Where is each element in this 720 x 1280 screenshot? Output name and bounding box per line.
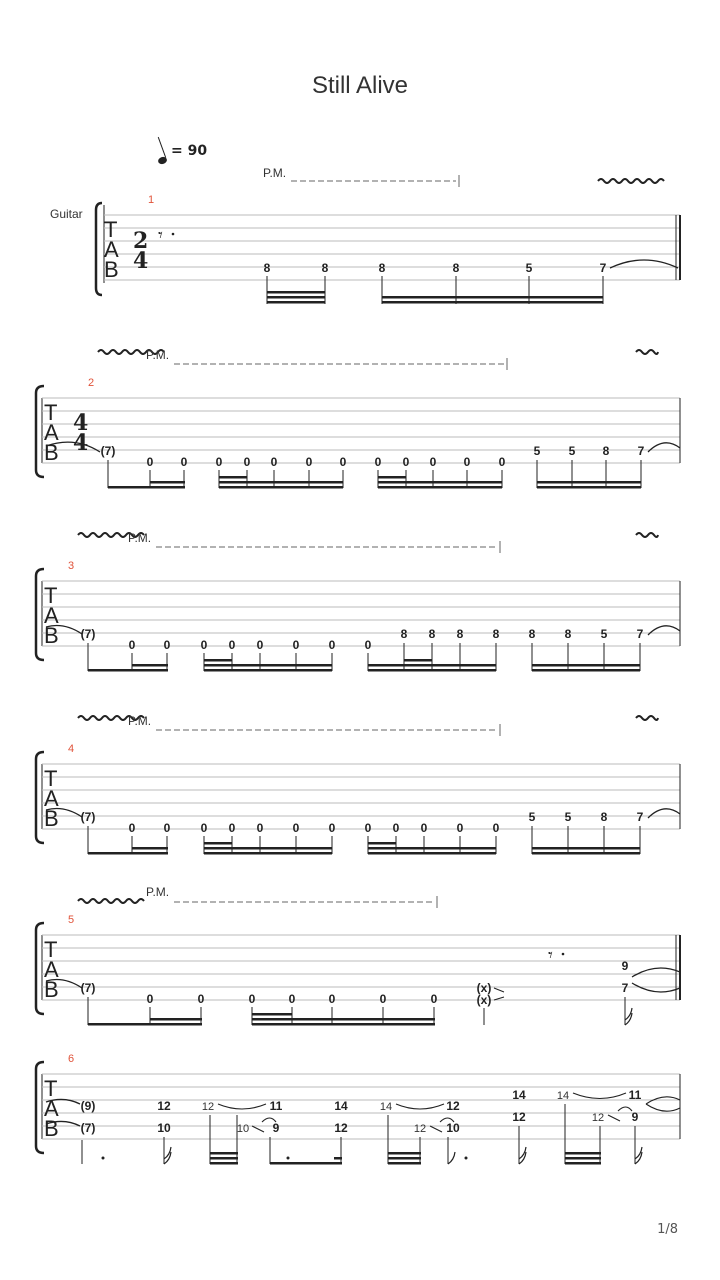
fret-number: 0 — [270, 455, 278, 469]
fret-number: 0 — [128, 638, 136, 652]
staff-lines — [104, 215, 680, 280]
fret-number: 0 — [328, 638, 336, 652]
fret-number: 0 — [163, 638, 171, 652]
beams — [88, 659, 640, 672]
fret-number: 7 — [636, 627, 644, 641]
fret-number: 8 — [321, 261, 329, 275]
tab-letter-t: T — [44, 1076, 58, 1101]
fret-number: 0 — [146, 992, 154, 1006]
fret-number: 0 — [429, 455, 437, 469]
fret-number: 11 — [628, 1088, 642, 1102]
fret-number: 0 — [456, 821, 464, 835]
fret-number: 12 — [446, 1099, 460, 1113]
fret-number: 8 — [456, 627, 464, 641]
tab-letter-t: T — [44, 583, 58, 608]
fret-number: 10 — [157, 1121, 171, 1135]
time-sig-bottom: 4 — [133, 248, 149, 274]
fret-number: 7 — [621, 981, 629, 995]
fret-number: 14 — [556, 1090, 570, 1102]
tie — [648, 443, 680, 452]
fret-number: 8 — [600, 810, 608, 824]
tab-letter-b: B — [44, 1116, 59, 1141]
fret-number: 0 — [379, 992, 387, 1006]
fret-number: 8 — [564, 627, 572, 641]
tab-letter-b: B — [44, 623, 59, 648]
tie — [648, 809, 680, 818]
fret-number: 0 — [392, 821, 400, 835]
beams — [88, 842, 640, 855]
fret-number: 9 — [621, 959, 629, 973]
fret-number: (7) — [80, 627, 96, 641]
fret-number: 5 — [533, 444, 541, 458]
system-3 — [36, 531, 680, 672]
tab-letter-t: T — [104, 217, 118, 242]
fret-number: 12 — [591, 1112, 605, 1124]
fret-number: 0 — [305, 455, 313, 469]
palm-mute-label: P.M. — [263, 166, 287, 180]
fret-number: 8 — [400, 627, 408, 641]
fret-number: 0 — [420, 821, 428, 835]
fret-number: 5 — [528, 810, 536, 824]
staff-lines — [42, 398, 680, 463]
fret-number: 8 — [378, 261, 386, 275]
fret-number: 0 — [228, 638, 236, 652]
fret-number: 0 — [364, 821, 372, 835]
staff-lines — [42, 935, 680, 1000]
tab-letter-b: B — [44, 440, 59, 465]
fret-number: (x) — [476, 993, 492, 1007]
time-sig-bottom: 4 — [73, 430, 89, 456]
stems — [88, 997, 625, 1025]
fret-number: 7 — [636, 810, 644, 824]
fret-number: 0 — [228, 821, 236, 835]
fret-number: 5 — [564, 810, 572, 824]
fret-number: 0 — [463, 455, 471, 469]
fret-number: 10 — [236, 1123, 250, 1135]
palm-mute-label: P.M. — [146, 885, 170, 899]
fret-number: 8 — [452, 261, 460, 275]
staff-lines — [42, 1074, 680, 1139]
tab-letter-a: A — [44, 1096, 59, 1121]
measure-number: 5 — [68, 914, 75, 926]
beams — [267, 291, 603, 304]
fret-number: (7) — [80, 810, 96, 824]
fret-number: 0 — [328, 821, 336, 835]
tab-letter-t: T — [44, 937, 58, 962]
measure-number: 2 — [88, 377, 95, 389]
fret-number: 7 — [599, 261, 607, 275]
staff-bracket — [96, 203, 102, 295]
measure-number: 4 — [68, 743, 75, 755]
fret-number: 8 — [428, 627, 436, 641]
fret-group — [101, 444, 645, 469]
fret-number: 10 — [446, 1121, 460, 1135]
system-4 — [36, 714, 680, 855]
fret-number: 0 — [374, 455, 382, 469]
vibrato-icon — [598, 179, 664, 183]
fret-number: 0 — [163, 821, 171, 835]
instrument-label: Guitar — [50, 207, 83, 221]
fret-number: 0 — [292, 821, 300, 835]
measure-number: 3 — [68, 560, 75, 572]
vibrato-icon — [636, 716, 658, 720]
fret-number: 0 — [180, 455, 188, 469]
tie — [648, 626, 680, 635]
system-1 — [96, 166, 680, 304]
fret-number: 0 — [243, 455, 251, 469]
fret-number: 5 — [568, 444, 576, 458]
fret-number: 12 — [334, 1121, 348, 1135]
fret-group — [81, 1088, 642, 1135]
fret-number: (7) — [80, 1121, 96, 1135]
fret-number: 0 — [248, 992, 256, 1006]
vibrato-icon — [636, 533, 658, 537]
fret-number: 0 — [402, 455, 410, 469]
fret-number: 12 — [413, 1123, 427, 1135]
fret-number: 8 — [528, 627, 536, 641]
fret-number: 11 — [269, 1099, 283, 1113]
palm-mute-label: P.M. — [128, 714, 152, 728]
tie — [632, 968, 680, 992]
fret-number: 5 — [600, 627, 608, 641]
fret-group — [81, 810, 644, 835]
fret-number: 12 — [157, 1099, 171, 1113]
fret-number: 0 — [256, 821, 264, 835]
palm-mute-label: P.M. — [146, 348, 170, 362]
palm-mute-label: P.M. — [128, 531, 152, 545]
fret-number: 0 — [430, 992, 438, 1006]
fret-number: 0 — [215, 455, 223, 469]
fret-number: 7 — [637, 444, 645, 458]
tab-letter-b: B — [44, 806, 59, 831]
tab-letter-t: T — [44, 766, 58, 791]
tab-letter-b: B — [104, 257, 119, 282]
fret-number: 0 — [256, 638, 264, 652]
tab-letter-t: T — [44, 400, 58, 425]
fret-number: 0 — [292, 638, 300, 652]
fret-number: 8 — [492, 627, 500, 641]
fret-number: 14 — [379, 1101, 393, 1113]
beams — [108, 476, 641, 489]
fret-number: 0 — [364, 638, 372, 652]
flag — [625, 1008, 632, 1025]
fret-number: 0 — [339, 455, 347, 469]
time-sig-top: 4 — [73, 410, 89, 436]
fret-group — [81, 627, 644, 652]
system-5 — [36, 885, 680, 1026]
page-number: 1/8 — [657, 1222, 678, 1237]
fret-number: 0 — [498, 455, 506, 469]
vibrato-icon — [78, 899, 144, 903]
fret-number: 0 — [200, 821, 208, 835]
fret-number: 9 — [272, 1121, 280, 1135]
vibrato-icon — [636, 350, 658, 354]
fret-number: 0 — [197, 992, 205, 1006]
staff-lines — [42, 764, 680, 829]
fret-number: 0 — [288, 992, 296, 1006]
fret-number: 0 — [328, 992, 336, 1006]
system-2 — [36, 348, 680, 489]
fret-number: 0 — [128, 821, 136, 835]
flags — [164, 1147, 642, 1164]
measure-number: 1 — [148, 194, 155, 206]
staff-lines — [42, 581, 680, 646]
fret-number: 14 — [512, 1088, 526, 1102]
song-title: Still Alive — [311, 72, 409, 99]
tab-letter-a: A — [44, 786, 59, 811]
tab-letter-a: A — [44, 603, 59, 628]
tab-letter-a: A — [44, 957, 59, 982]
time-sig-top: 2 — [133, 228, 149, 254]
fret-number: 9 — [631, 1110, 639, 1124]
tab-letter-b: B — [44, 977, 59, 1002]
fret-number: 0 — [200, 638, 208, 652]
system-6 — [36, 1053, 680, 1165]
rest-symbol: 𝄾 — [548, 945, 553, 966]
fret-number: (7) — [100, 444, 116, 458]
fret-number: 8 — [602, 444, 610, 458]
measure-number: 6 — [68, 1053, 75, 1065]
fret-number: 0 — [146, 455, 154, 469]
tempo-value: = 90 — [171, 143, 208, 159]
fret-number: (7) — [80, 981, 96, 995]
fret-number: 8 — [263, 261, 271, 275]
fret-number: 12 — [512, 1110, 526, 1124]
tab-letter-a: A — [44, 420, 59, 445]
fret-number: 12 — [201, 1101, 215, 1113]
fret-group — [264, 261, 607, 275]
fret-number: (9) — [80, 1099, 96, 1113]
rest-symbol: 𝄾 — [158, 225, 163, 246]
fret-number: (x) — [476, 981, 492, 995]
fret-number: 0 — [492, 821, 500, 835]
fret-number: 14 — [334, 1099, 348, 1113]
tab-letter-a: A — [104, 237, 119, 262]
fret-number: 5 — [525, 261, 533, 275]
